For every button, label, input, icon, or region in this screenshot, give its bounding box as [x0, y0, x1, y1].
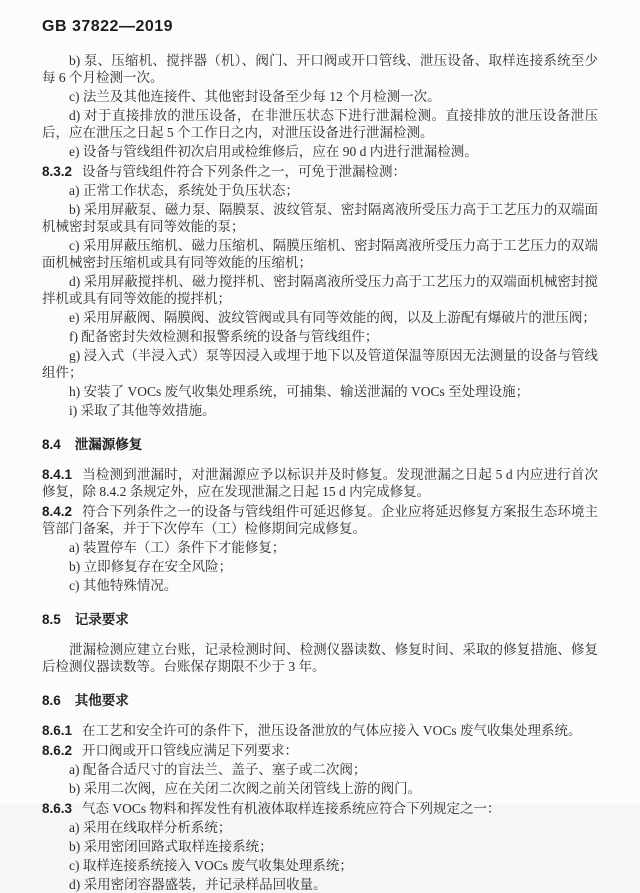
- clause-8.6.3: [42, 800, 598, 817]
- section-title: 记录要求: [74, 612, 129, 627]
- clause-number: 8.6.2: [42, 743, 73, 758]
- section-title: 其他要求: [74, 693, 129, 708]
- clause-number: 8.3.2: [42, 164, 73, 179]
- list-item-e: e) 采用屏蔽阀、隔膜阀、波纹管阀或具有同等效能的阀，以及上游配有爆破片的泄压阀；: [69, 310, 596, 325]
- section-number: 8.5: [42, 612, 61, 627]
- section-number: 8.4: [42, 437, 61, 452]
- section-heading-8.5: [42, 611, 598, 628]
- list-item-c: c) 法兰及其他连接件、其他密封设备至少每 12 个月检测一次。: [69, 89, 441, 104]
- clause-number: 8.4.2: [42, 504, 73, 519]
- list-item-c: c) 其他特殊情况。: [69, 578, 178, 593]
- list-item-a: a) 配备合适尺寸的盲法兰、盖子、塞子或二次阀；: [69, 762, 367, 777]
- list-item-c: c) 取样连接系统接入 VOCs 废气收集处理系统；: [69, 858, 353, 873]
- clause-number: 8.6.1: [42, 723, 73, 738]
- clause-text: 当检测到泄漏时，对泄漏源应予以标识并及时修复。发现泄漏之日起 5 d 内应进行首次修复，除 8.4.2 条规定外，应在发现泄漏之日起 15 d 内完成修复。: [42, 467, 598, 499]
- list-item-i: i) 采取了其他等效措施。: [69, 403, 216, 418]
- list-item-d: d) 对于直接排放的泄压设备，在非泄压状态下进行泄漏检测。直接排放的泄压设备泄压后，应在泄压之日起 5 个工作日之内，对泄压设备进行泄漏检测。: [42, 108, 598, 140]
- clause-8.6.1: [42, 722, 598, 739]
- list-item-b: b) 立即修复存在安全风险；: [69, 559, 233, 574]
- clause-number: 8.4.1: [42, 467, 73, 482]
- paragraph: 泄漏检测应建立台账，记录检测时间、检测仪器读数、修复时间、采取的修复措施、修复后检测仪器读数等。台账保存期限不少于 3 年。: [42, 642, 598, 674]
- clause-text: 开口阀或开口管线应满足下列要求：: [82, 743, 299, 758]
- list-item-h: h) 安装了 VOCs 废气收集处理系统，可捕集、输送泄漏的 VOCs 至处理设施；: [69, 384, 530, 399]
- clause-8.6.2: [42, 742, 598, 759]
- list-item-b: b) 采用二次阀，应在关闭二次阀之前关闭管线上游的阀门。: [69, 781, 422, 796]
- section-heading-8.4: [42, 436, 598, 453]
- list-item-f: f) 配备密封失效检测和报警系统的设备与管线组件；: [69, 329, 379, 344]
- clause-text: 设备与管线组件符合下列条件之一，可免于泄漏检测：: [82, 164, 407, 179]
- list-item-d: d) 采用屏蔽搅拌机、磁力搅拌机、密封隔离液所受压力高于工艺压力的双端面机械密封搅拌机或具有同等效能的搅拌机；: [42, 274, 598, 306]
- clause-text: 气态 VOCs 物料和挥发性有机液体取样连接系统应符合下列规定之一：: [82, 801, 501, 816]
- section-number: 8.6: [42, 693, 61, 708]
- clause-8.3.2: [42, 163, 598, 180]
- list-item-b: b) 泵、压缩机、搅拌器（机）、阀门、开口阀或开口管线、泄压设备、取样连接系统至少每 6 个月检测一次。: [42, 53, 598, 85]
- list-item-a: a) 采用在线取样分析系统；: [69, 820, 232, 835]
- list-item-b: b) 采用密闭回路式取样连接系统；: [69, 839, 273, 854]
- list-item-c: c) 采用屏蔽压缩机、磁力压缩机、隔膜压缩机、密封隔离液所受压力高于工艺压力的双端面机械密封压缩机或具有同等效能的压缩机；: [42, 238, 598, 270]
- standard-number-header: GB 37822—2019: [42, 18, 174, 35]
- list-item-a: a) 装置停车（工）条件下才能修复；: [69, 540, 286, 555]
- clause-text: 符合下列条件之一的设备与管线组件可延迟修复。企业应将延迟修复方案报生态环境主管部门备案，并于下次停车（工）检修期间完成修复。: [42, 504, 598, 536]
- list-item-b: b) 采用屏蔽泵、磁力泵、隔膜泵、波纹管泵、密封隔离液所受压力高于工艺压力的双端面机械密封泵或具有同等效能的泵；: [42, 202, 598, 234]
- section-title: 泄漏源修复: [74, 437, 143, 452]
- section-heading-8.6: [42, 692, 598, 709]
- clause-8.4.2: [42, 503, 598, 537]
- clause-number: 8.6.3: [42, 801, 73, 816]
- list-item-d: d) 采用密闭容器盛装，并记录样品回收量。: [69, 877, 327, 892]
- clause-text: 在工艺和安全许可的条件下，泄压设备泄放的气体应接入 VOCs 废气收集处理系统。: [82, 723, 582, 738]
- list-item-g: g) 浸入式（半浸入式）泵等因浸入或埋于地下以及管道保温等原因无法测量的设备与管线组件；: [42, 348, 598, 380]
- document-body: [42, 52, 598, 893]
- list-item-e: e) 设备与管线组件初次启用或检维修后，应在 90 d 内进行泄漏检测。: [69, 144, 478, 159]
- clause-8.4.1: [42, 466, 598, 500]
- list-item-a: a) 正常工作状态，系统处于负压状态；: [69, 183, 299, 198]
